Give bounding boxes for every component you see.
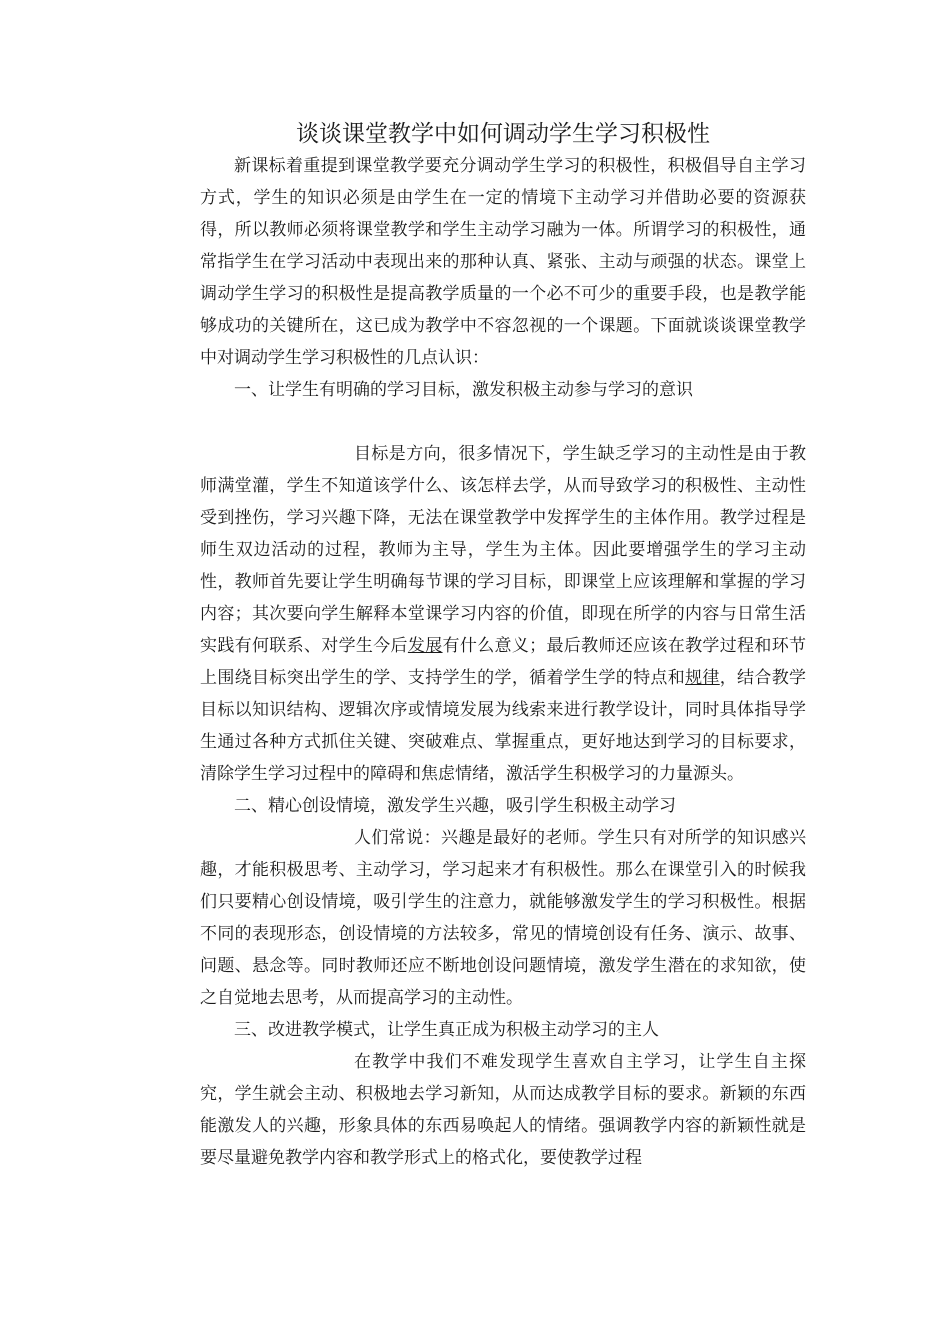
link-regularity[interactable]: 规律 [685, 668, 720, 688]
section-1-heading: 一、让学生有明确的学习目标，激发积极主动参与学习的意识 [234, 380, 693, 400]
document-title: 谈谈课堂教学中如何调动学生学习积极性 [296, 121, 710, 147]
blank-line [200, 406, 806, 438]
section-1-text-c: ，结合教学目标以知识结构、逻辑次序或情境发展为线索来进行教学设计，同时具体指导学生通过各种方式抓住关键、突破难点、掌握重点，更好地达到学习的目标要求，清除学生学习过程中的障碍和焦虑情绪，激活学生积极学习的力量源头。 [200, 668, 807, 784]
document-body [200, 150, 806, 1174]
section-2-paragraph: 人们常说：兴趣是最好的老师。学生只有对所学的知识感兴趣，才能积极思考、主动学习，学习起来才有积极性。那么在课堂引入的时候我们只要精心创设情境，吸引学生的注意力，就能够激发学生的学习积极性。根据不同的表现形态，创设情境的方法较多，常见的情境创设有任务、演示、故事、问题、悬念等。同时教师还应不断地创设问题情境，激发学生潜在的求知欲，使之自觉地去思考，从而提高学习的主动性。 [200, 828, 806, 1008]
intro-paragraph: 新课标着重提到课堂教学要充分调动学生学习的积极性，积极倡导自主学习方式，学生的知识必须是由学生在一定的情境下主动学习并借助必要的资源获得，所以教师必须将课堂教学和学生主动学习融为一体。所谓学习的积极性，通常指学生在学习活动中表现出来的那种认真、紧张、主动与顽强的状态。课堂上调动学生学习的积极性是提高教学质量的一个必不可少的重要手段，也是教学能够成功的关键所在，这已成为教学中不容忽视的一个课题。下面就谈谈课堂教学中对调动学生学习积极性的几点认识： [200, 156, 806, 368]
section-3-heading: 三、改进教学模式，让学生真正成为积极主动学习的主人 [234, 1020, 659, 1040]
section-1-paragraph [200, 438, 806, 790]
section-2-heading: 二、精心创设情境，激发学生兴趣，吸引学生积极主动学习 [234, 796, 676, 816]
section-1-text-b: 有什么意义；最后教师还应该在教学过程和环节上围绕目标突出学生的学、支持学生的学，循着学生学的特点和 [200, 636, 807, 688]
section-3-paragraph: 在教学中我们不难发现学生喜欢自主学习，让学生自主探究，学生就会主动、积极地去学习新知，从而达成教学目标的要求。新颖的东西能激发人的兴趣，形象具体的东西易唤起人的情绪。强调教学内容的新颖性就是要尽量避免教学内容和教学形式上的格式化，要使教学过程 [200, 1052, 806, 1168]
link-development[interactable]: 发展 [407, 636, 443, 656]
section-1-text-a: 目标是方向，很多情况下，学生缺乏学习的主动性是由于教师满堂灌，学生不知道该学什么、该怎样去学，从而导致学习的积极性、主动性受到挫伤，学习兴趣下降，无法在课堂教学中发挥学生的主体作用。教学过程是师生双边活动的过程，教师为主导，学生为主体。因此要增强学生的学习主动性，教师首先要让学生明确每节课的学习目标，即课堂上应该理解和掌握的学习内容；其次要向学生解释本堂课学习内容的价值，即现在所学的内容与日常生活实践有何联系、对学生今后 [200, 444, 806, 656]
